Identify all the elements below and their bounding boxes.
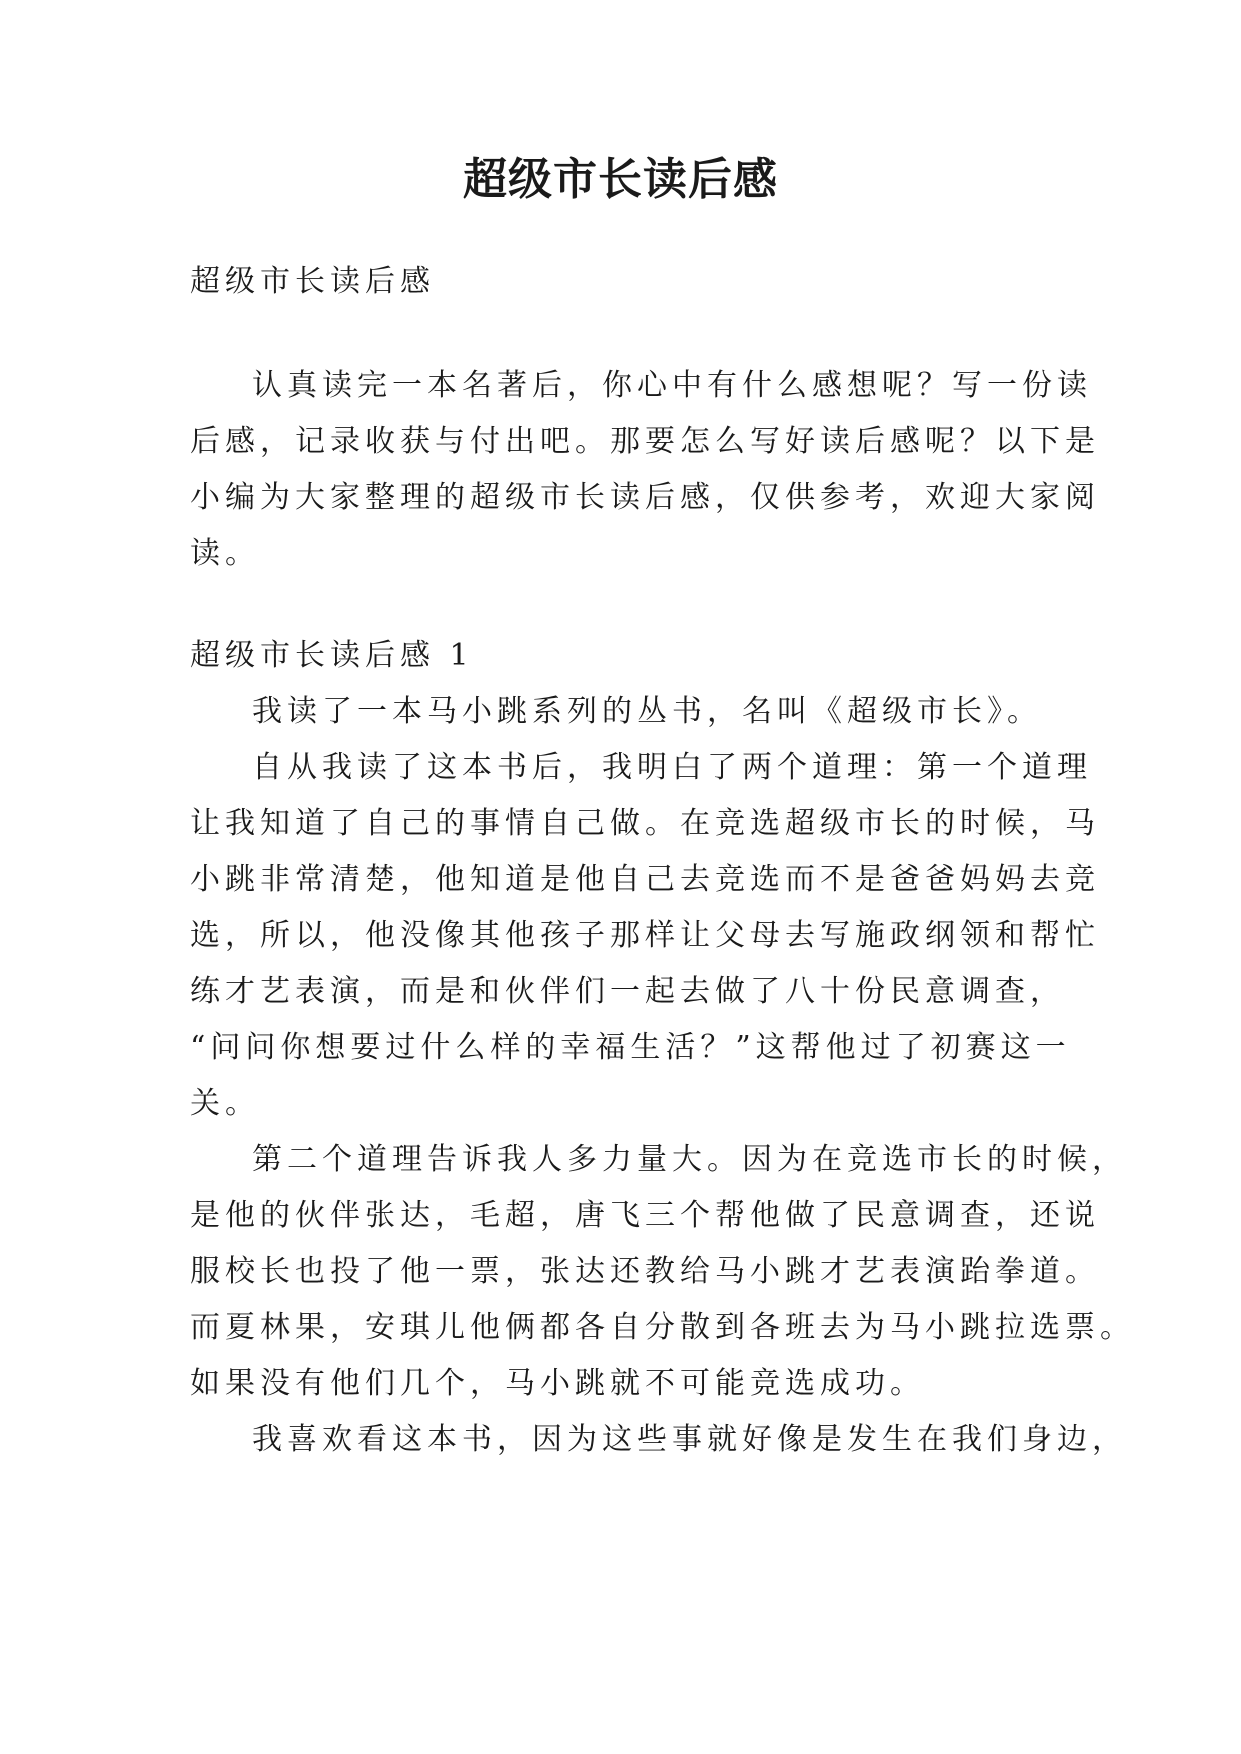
intro-line: 读。 bbox=[190, 536, 260, 571]
paragraph-line: 我读了一本马小跳系列的丛书，名叫《超级市长》。 bbox=[252, 694, 1042, 729]
paragraph-line: 我喜欢看这本书，因为这些事就好像是发生在我们身边， bbox=[252, 1422, 1127, 1457]
intro-line: 小编为大家整理的超级市长读后感，仅供参考，欢迎大家阅 bbox=[190, 480, 1100, 515]
section-heading: 超级市长读后感 bbox=[190, 264, 435, 299]
intro-line: 认真读完一本名著后，你心中有什么感想呢？写一份读 bbox=[252, 368, 1092, 403]
paragraph-line: 是他的伙伴张达，毛超，唐飞三个帮他做了民意调查，还说 bbox=[190, 1198, 1100, 1233]
paragraph-line: 第二个道理告诉我人多力量大。因为在竞选市长的时候， bbox=[252, 1142, 1127, 1177]
paragraph-line: “问问你想要过什么样的幸福生活？”这帮他过了初赛这一 bbox=[190, 1030, 1071, 1065]
intro-line: 后感，记录收获与付出吧。那要怎么写好读后感呢？以下是 bbox=[190, 424, 1100, 459]
paragraph-line: 如果没有他们几个，马小跳就不可能竞选成功。 bbox=[190, 1366, 925, 1401]
paragraph-line: 关。 bbox=[190, 1086, 260, 1121]
paragraph-line: 选，所以，他没像其他孩子那样让父母去写施政纲领和帮忙 bbox=[190, 918, 1100, 953]
paragraph-line: 让我知道了自己的事情自己做。在竞选超级市长的时候，马 bbox=[190, 806, 1100, 841]
paragraph-line: 而夏林果，安琪儿他俩都各自分散到各班去为马小跳拉选票。 bbox=[190, 1310, 1135, 1345]
paragraph-line: 服校长也投了他一票，张达还教给马小跳才艺表演跆拳道。 bbox=[190, 1254, 1100, 1289]
document-title: 超级市长读后感 bbox=[463, 154, 778, 205]
paragraph-line: 练才艺表演，而是和伙伴们一起去做了八十份民意调查， bbox=[190, 974, 1065, 1009]
paragraph-line: 自从我读了这本书后，我明白了两个道理：第一个道理 bbox=[252, 750, 1092, 785]
section-heading: 超级市长读后感 1 bbox=[190, 638, 474, 673]
paragraph-line: 小跳非常清楚，他知道是他自己去竞选而不是爸爸妈妈去竞 bbox=[190, 862, 1100, 897]
